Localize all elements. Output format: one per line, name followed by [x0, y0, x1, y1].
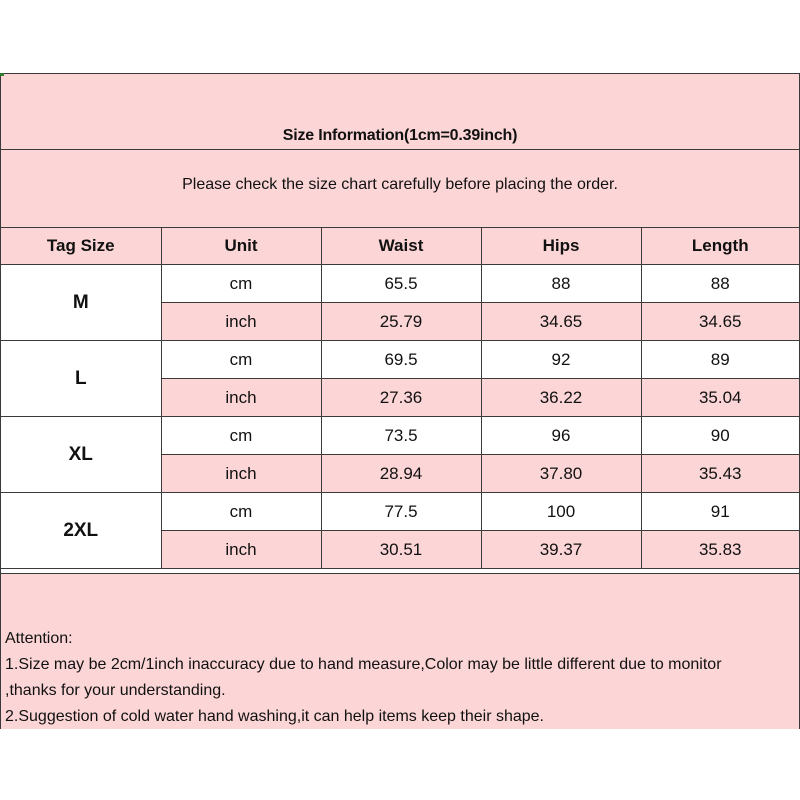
table-row	[1, 417, 799, 455]
header-unit: Unit	[161, 228, 321, 265]
hips-cell: 36.22	[481, 379, 641, 417]
attention-notes	[1, 573, 799, 729]
table-row	[1, 341, 799, 379]
unit-cell: cm	[161, 417, 321, 455]
attention-line-3: 2.Suggestion of cold water hand washing,it can help items keep their shape.	[5, 708, 544, 725]
hips-cell: 88	[481, 265, 641, 303]
waist-cell: 65.5	[321, 265, 481, 303]
waist-cell: 69.5	[321, 341, 481, 379]
tag-size-cell: M	[1, 265, 161, 341]
attention-line-1: 1.Size may be 2cm/1inch inaccuracy due to hand measure,Color may be little different due to monitor	[5, 656, 722, 673]
header-waist: Waist	[321, 228, 481, 265]
unit-cell: inch	[161, 303, 321, 341]
tag-size-cell: XL	[1, 417, 161, 493]
hips-cell: 34.65	[481, 303, 641, 341]
hips-cell: 100	[481, 493, 641, 531]
unit-cell: cm	[161, 341, 321, 379]
unit-cell: inch	[161, 379, 321, 417]
waist-cell: 27.36	[321, 379, 481, 417]
size-chart-sheet	[0, 73, 800, 729]
table-row	[1, 265, 799, 303]
unit-cell: inch	[161, 455, 321, 493]
length-cell: 34.65	[641, 303, 799, 341]
size-chart-title: Size Information(1cm=0.39inch)	[282, 127, 518, 144]
waist-cell: 30.51	[321, 531, 481, 569]
unit-cell: cm	[161, 265, 321, 303]
header-hips: Hips	[481, 228, 641, 265]
length-cell: 35.83	[641, 531, 799, 569]
unit-cell: cm	[161, 493, 321, 531]
waist-cell: 77.5	[321, 493, 481, 531]
tag-size-cell: L	[1, 341, 161, 417]
attention-heading: Attention:	[5, 630, 73, 647]
hips-cell: 92	[481, 341, 641, 379]
title-band	[1, 74, 799, 150]
attention-line-2: ,thanks for your understanding.	[5, 682, 226, 699]
length-cell: 89	[641, 341, 799, 379]
header-length: Length	[641, 228, 799, 265]
note-band	[1, 150, 799, 228]
length-cell: 91	[641, 493, 799, 531]
table-row	[1, 493, 799, 531]
tag-size-cell: 2XL	[1, 493, 161, 569]
length-cell: 35.04	[641, 379, 799, 417]
length-cell: 90	[641, 417, 799, 455]
length-cell: 35.43	[641, 455, 799, 493]
table-header-row	[1, 228, 799, 265]
waist-cell: 73.5	[321, 417, 481, 455]
header-tag-size: Tag Size	[1, 228, 161, 265]
length-cell: 88	[641, 265, 799, 303]
size-table	[1, 228, 799, 569]
waist-cell: 28.94	[321, 455, 481, 493]
hips-cell: 37.80	[481, 455, 641, 493]
unit-cell: inch	[161, 531, 321, 569]
hips-cell: 96	[481, 417, 641, 455]
waist-cell: 25.79	[321, 303, 481, 341]
corner-marker	[0, 73, 4, 76]
size-chart-note: Please check the size chart carefully before placing the order.	[182, 175, 618, 193]
hips-cell: 39.37	[481, 531, 641, 569]
